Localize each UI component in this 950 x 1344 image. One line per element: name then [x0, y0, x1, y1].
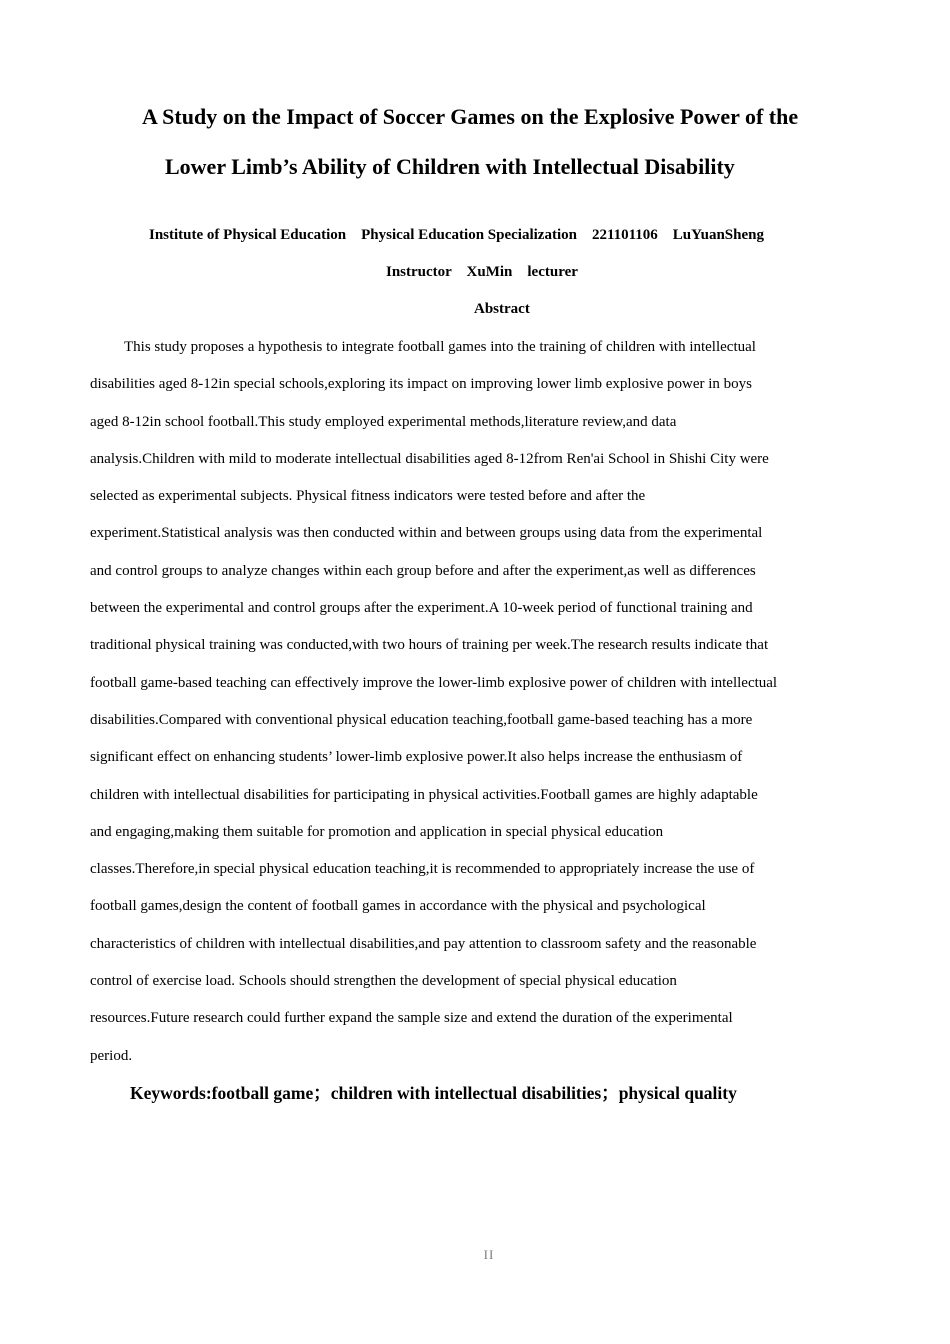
abstract-line: aged 8-12in school football.This study employed experimental methods,literature review,and data — [90, 413, 677, 430]
abstract-line: disabilities aged 8-12in special schools,exploring its impact on improving lower limb explosive power in boys — [90, 376, 752, 393]
instructor-line: Instructor XuMin lecturer — [386, 264, 578, 280]
abstract-line: children with intellectual disabilities for participating in physical activities.Football games are highly adaptable — [90, 786, 758, 803]
abstract-line: classes.Therefore,in special physical education teaching,it is recommended to appropriately increase the use of — [90, 861, 755, 878]
abstract-line: resources.Future research could further expand the sample size and extend the duration of the experimental — [90, 1010, 733, 1027]
abstract-line: significant effect on enhancing students’ lower-limb explosive power.It also helps increase the enthusiasm of — [90, 749, 743, 766]
paper-title-line-1: A Study on the Impact of Soccer Games on the Explosive Power of the — [142, 104, 799, 129]
abstract-line: control of exercise load. Schools should strengthen the development of special physical education — [90, 973, 677, 990]
abstract-line: period. — [90, 1047, 133, 1064]
abstract-line: traditional physical training was conducted,with two hours of training per week.The research results indicate that — [90, 637, 769, 654]
abstract-line: selected as experimental subjects. Physical fitness indicators were tested before and after the — [90, 488, 646, 505]
abstract-line: characteristics of children with intellectual disabilities,and pay attention to classroom safety and the reasonable — [90, 935, 757, 952]
paper-title-line-2: Lower Limb’s Ability of Children with Intellectual Disability — [165, 154, 735, 179]
abstract-line: analysis.Children with mild to moderate intellectual disabilities aged 8-12from Ren'ai School in Shishi City were — [90, 450, 769, 467]
author-affiliation-line: Institute of Physical Education Physical Education Specialization 221101106 LuYuanSheng — [149, 227, 764, 243]
abstract-line: and control groups to analyze changes within each group before and after the experiment,as well as differences — [90, 562, 756, 579]
abstract-line: football games,design the content of football games in accordance with the physical and psychological — [90, 898, 706, 915]
page-number: II — [483, 1247, 495, 1262]
abstract-line: This study proposes a hypothesis to integrate football games into the training of children with intellectual — [124, 339, 756, 355]
keywords: Keywords:football game；children with intellectual disabilities；physical quality — [130, 1083, 737, 1103]
abstract-line: football game-based teaching can effectively improve the lower-limb explosive power of children with intellectual — [90, 674, 778, 691]
abstract-line: experiment.Statistical analysis was then conducted within and between groups using data from the experimental — [90, 525, 763, 542]
abstract-line: and engaging,making them suitable for promotion and application in special physical education — [90, 823, 664, 840]
abstract-body — [90, 333, 865, 1079]
abstract-line: between the experimental and control groups after the experiment.A 10-week period of functional training and — [90, 600, 753, 617]
abstract-heading: Abstract — [474, 301, 530, 317]
abstract-line: disabilities.Compared with conventional physical education teaching,football game-based teaching has a more — [90, 711, 753, 728]
